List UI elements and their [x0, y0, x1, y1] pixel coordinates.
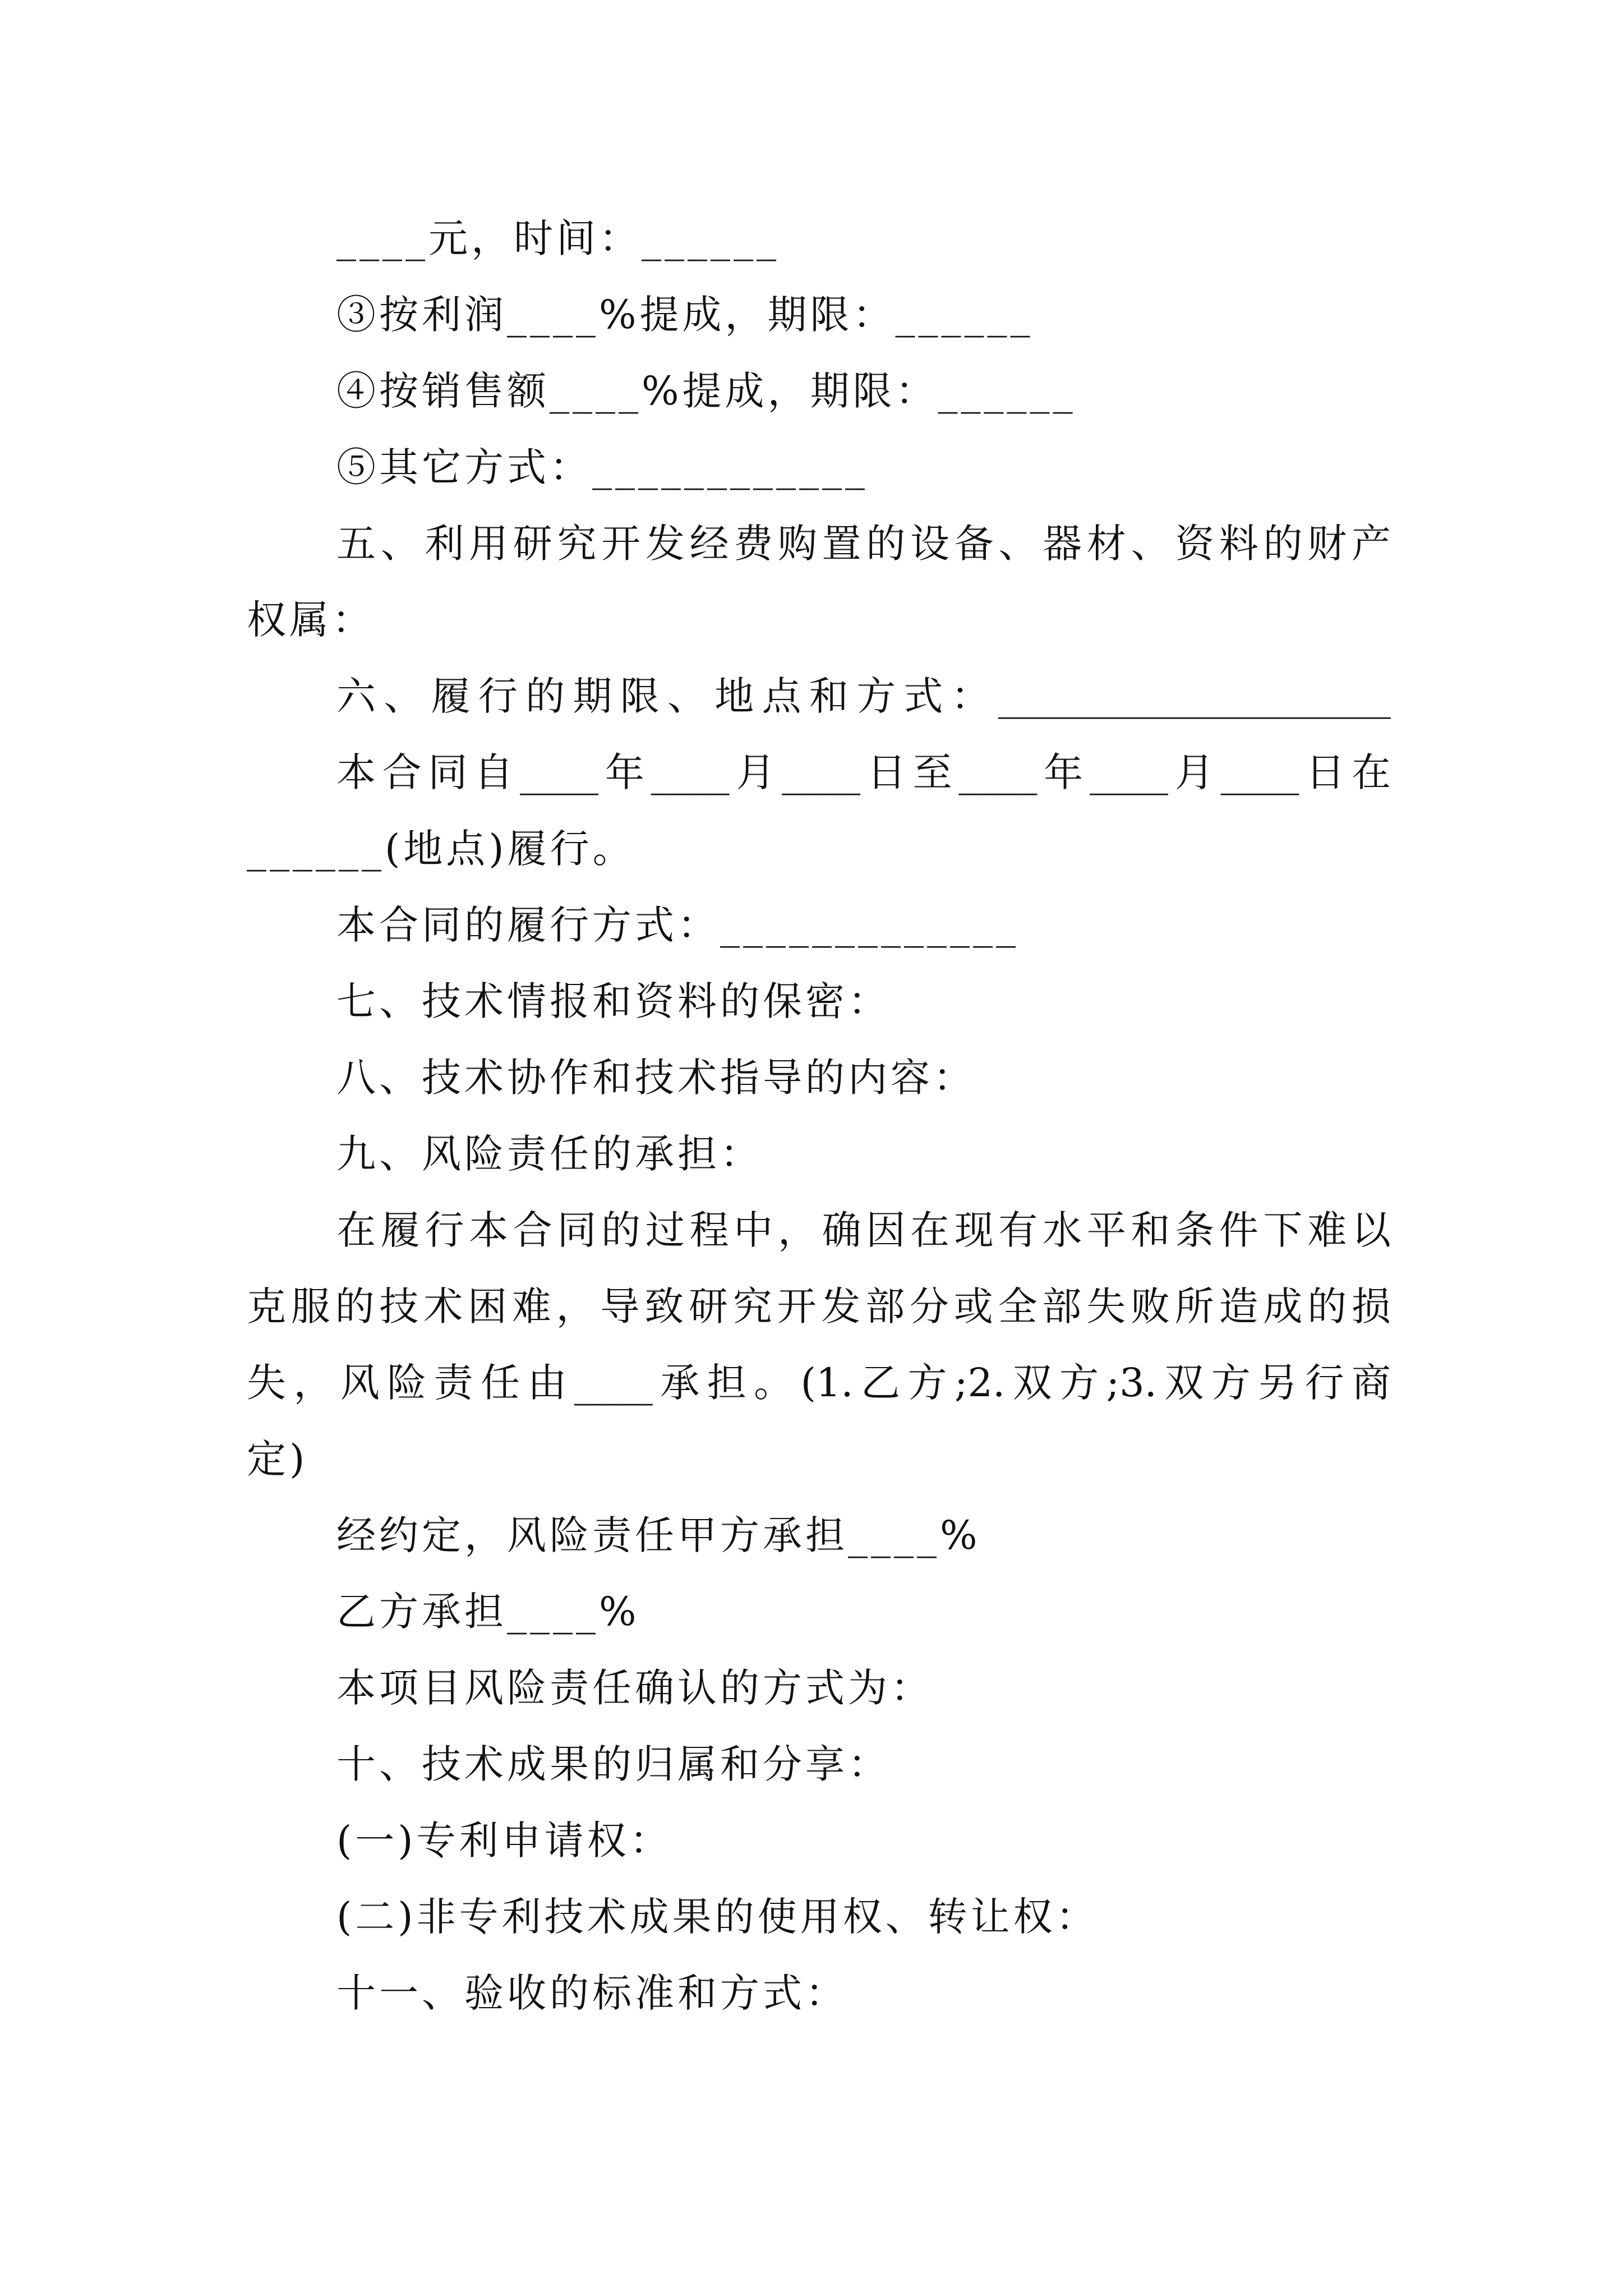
text-line: 八、技术协作和技术指导的内容：: [336, 1055, 976, 1101]
text-line: 十、技术成果的归属和分享：: [336, 1741, 891, 1787]
text-line: ③按利润____%提成，期限：______: [336, 292, 1034, 338]
text-line: 本合同自____年____月____日至____年____月____日在: [336, 749, 1391, 795]
text-line: 十一、验收的标准和方式：: [336, 1970, 848, 2016]
text-line: ④按销售额____%提成，期限：______: [336, 368, 1076, 414]
text-line: (一)专利申请权：: [336, 1818, 672, 1864]
text-line: 五、利用研究开发经费购置的设备、器材、资料的财产: [336, 521, 1391, 567]
text-line: 本项目风险责任确认的方式为：: [336, 1665, 933, 1711]
text-line: 乙方承担____%: [336, 1589, 640, 1635]
text-line: ______(地点)履行。: [247, 826, 635, 872]
text-line: ____元，时间：______: [336, 215, 780, 261]
text-line: 克服的技术困难，导致研究开发部分或全部失败所造成的损: [247, 1283, 1391, 1329]
text-line: (二)非专利技术成果的使用权、转让权：: [336, 1894, 1099, 1940]
text-line: 经约定，风险责任甲方承担____%: [336, 1512, 981, 1558]
text-line: 定): [247, 1436, 308, 1482]
text-line: 九、风险责任的承担：: [336, 1131, 763, 1177]
text-line: 本合同的履行方式：_____________: [336, 902, 1019, 948]
text-line: 在履行本合同的过程中，确因在现有水平和条件下难以: [336, 1207, 1391, 1253]
text-line: ⑤其它方式：____________: [336, 444, 868, 490]
text-line: 六、履行的期限、地点和方式：____________________: [336, 673, 1391, 719]
text-line: 七、技术情报和资料的保密：: [336, 978, 891, 1024]
text-line: 失，风险责任由____承担。(1.乙方;2.双方;3.双方另行商: [247, 1360, 1391, 1406]
text-line: 权属：: [247, 597, 375, 643]
